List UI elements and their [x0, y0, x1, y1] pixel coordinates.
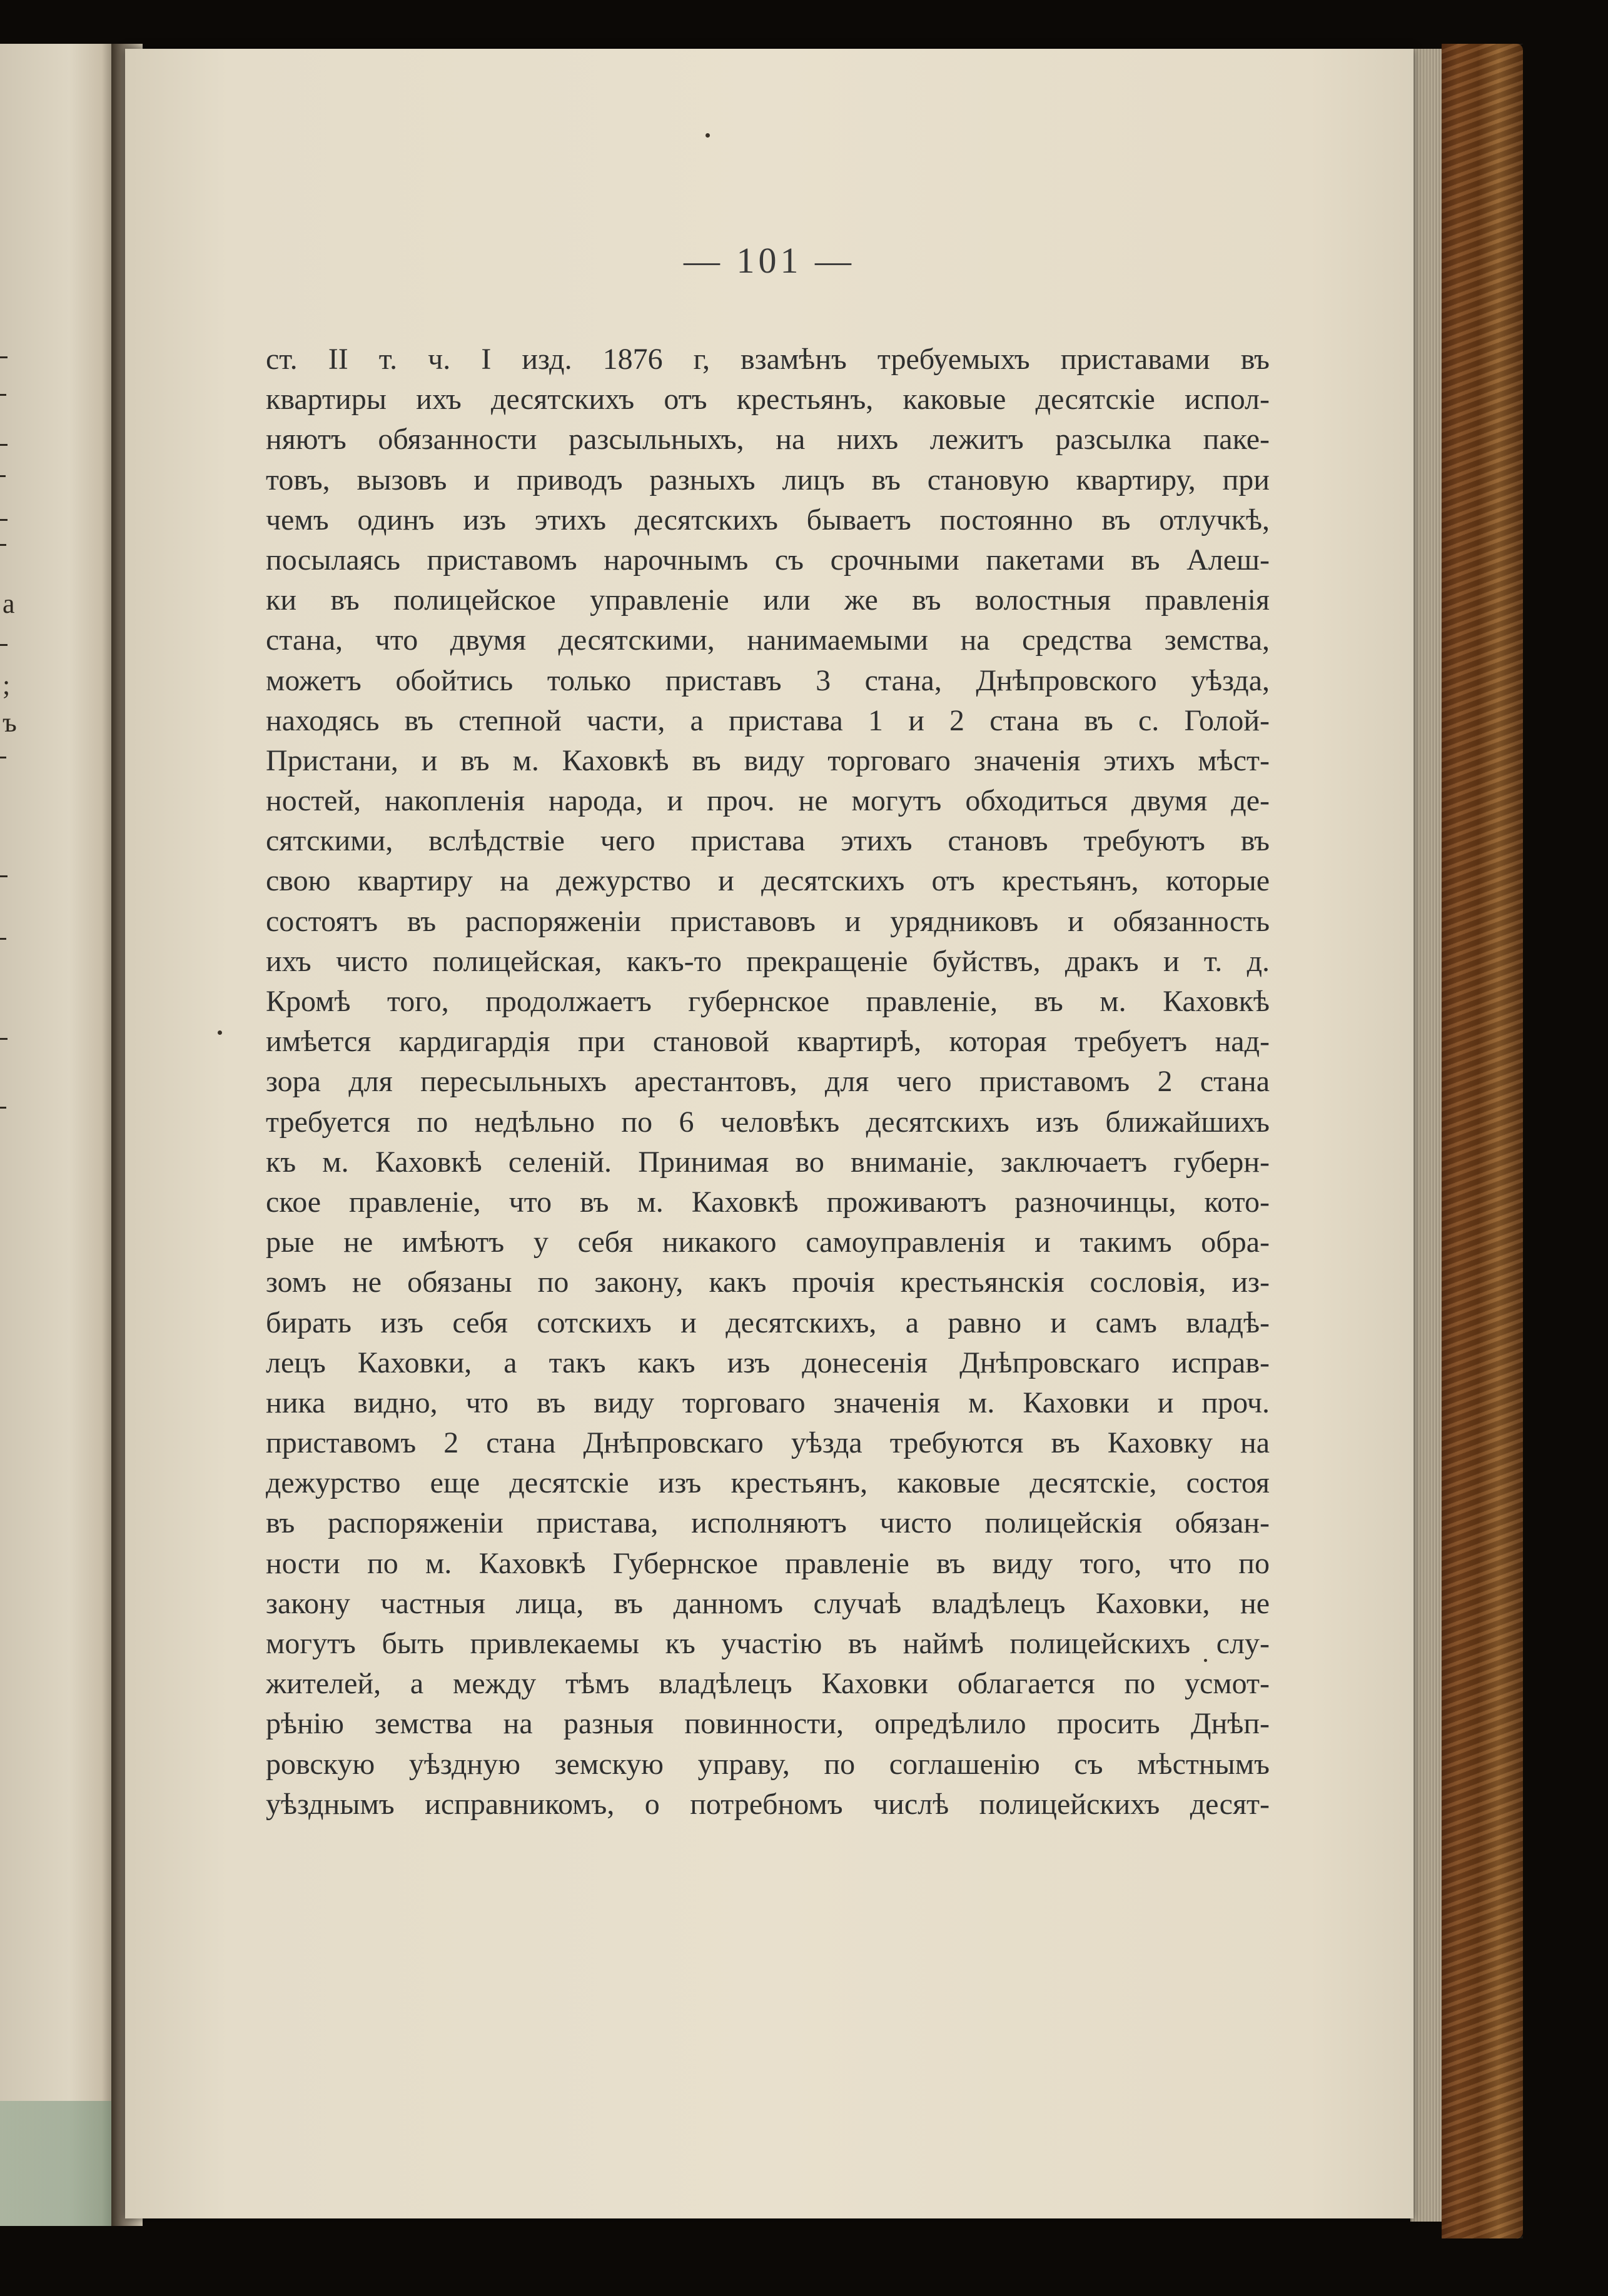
leather-cover [1442, 44, 1523, 2238]
text-line: ихъ чисто полицейская, какъ-то прекращеніе буйствъ, дракъ и т. д. [266, 944, 1270, 978]
ink-speck [705, 133, 710, 138]
text-line: находясь въ степной части, а пристава 1 и 2 стана въ с. Голой- [266, 703, 1270, 737]
text-line: требуется по недѣльно по 6 человѣкъ десятскихъ изъ ближайшихъ [266, 1105, 1270, 1139]
text-line: лецъ Каховки, а такъ какъ изъ донесенія Днѣпровскаго исправ- [266, 1346, 1270, 1379]
text-line: ности по м. Каховкѣ Губернское правленіе въ виду того, что по [266, 1546, 1270, 1580]
text-line: дежурство еще десятскіе изъ крестьянъ, каковые десятскіе, состоя [266, 1466, 1270, 1500]
text-line: стана, что двумя десятскими, нанимаемыми на средства земства, [266, 623, 1270, 657]
text-line: могутъ быть привлекаемы къ участію въ наймѣ полицейскихъ слу- [266, 1627, 1270, 1660]
text-line: зора для пересыльныхъ арестантовъ, для чего приставомъ 2 стана [266, 1065, 1270, 1099]
text-line: товъ, вызовъ и приводъ разныхъ лицъ въ становую квартиру, при [266, 463, 1270, 496]
text-line: въ распоряженіи пристава, исполняютъ чисто полицейскія обязан- [266, 1506, 1270, 1540]
body-text [266, 340, 1270, 1825]
text-line: свою квартиру на дежурство и десятскихъ отъ крестьянъ, которые [266, 864, 1270, 898]
page-block-edges [1410, 49, 1445, 2222]
text-line: посылаясь приставомъ нарочнымъ съ срочными пакетами въ Алеш- [266, 543, 1270, 577]
text-line: Кромѣ того, продолжаетъ губернское правленіе, въ м. Каховкѣ [266, 985, 1270, 1018]
text-line: няютъ обязанности разсыльныхъ, на нихъ лежитъ разсылка паке- [266, 423, 1270, 456]
text-line: ровскую уѣздную земскую управу, по соглашенію съ мѣстнымъ [266, 1747, 1270, 1781]
text-line: ское правленіе, что въ м. Каховкѣ проживаютъ разночинцы, кото- [266, 1185, 1270, 1219]
text-line: зомъ не обязаны по закону, какъ прочія крестьянскія сословія, из- [266, 1266, 1270, 1299]
text-line: жителей, а между тѣмъ владѣлецъ Каховки облагается по усмот- [266, 1667, 1270, 1701]
text-line: сятскими, вслѣдствіе чего пристава этихъ становъ требуютъ въ [266, 824, 1270, 858]
text-line: ки въ полицейское управленіе или же въ волостныя правленія [266, 583, 1270, 617]
text-line: рые не имѣютъ у себя никакого самоуправленія и такимъ обра- [266, 1226, 1270, 1259]
text-line: бирать изъ себя сотскихъ и десятскихъ, а равно и самъ владѣ- [266, 1306, 1270, 1339]
text-line: ст. II т. ч. I изд. 1876 г, взамѣнъ требуемыхъ приставами въ [266, 343, 1270, 376]
text-line: имѣется кардигардія при становой квартирѣ, которая требуетъ над- [266, 1025, 1270, 1059]
left-page-fragment: ; [3, 670, 11, 700]
text-line: къ м. Каховкѣ селеній. Принимая во вниманіе, заключаетъ губерн- [266, 1145, 1270, 1179]
left-facing-page [0, 44, 116, 2226]
ink-speck [218, 1030, 222, 1035]
text-line: уѣзднымъ исправникомъ, о потребномъ числѣ полицейскихъ десят- [266, 1787, 1270, 1821]
book-page [125, 49, 1413, 2218]
text-line: ностей, накопленія народа, и проч. не могутъ обходиться двумя де- [266, 784, 1270, 818]
text-line: приставомъ 2 стана Днѣпровскаго уѣзда требуются въ Каховку на [266, 1426, 1270, 1460]
page-number: — 101 — [684, 240, 855, 281]
text-line: можетъ обойтись только приставъ 3 стана, Днѣпровского уѣзда, [266, 663, 1270, 697]
text-line: квартиры ихъ десятскихъ отъ крестьянъ, каковые десятскіе испол- [266, 383, 1270, 416]
left-page-fragment: ъ [3, 707, 17, 738]
text-line: ника видно, что въ виду торговаго значенія м. Каховки и проч. [266, 1386, 1270, 1419]
left-page-edge-stain [0, 2101, 119, 2226]
text-line: закону частныя лица, въ данномъ случаѣ владѣлецъ Каховки, не [266, 1586, 1270, 1620]
left-page-fragment: а [3, 588, 15, 619]
text-line: Пристани, и въ м. Каховкѣ въ виду торговаго значенія этихъ мѣст- [266, 743, 1270, 777]
text-line: состоятъ въ распоряженіи приставовъ и урядниковъ и обязанность [266, 904, 1270, 938]
text-line: чемъ одинъ изъ этихъ десятскихъ бываетъ постоянно въ отлучкѣ, [266, 503, 1270, 536]
text-line: рѣнію земства на разныя повинности, опредѣлило просить Днѣп- [266, 1707, 1270, 1741]
